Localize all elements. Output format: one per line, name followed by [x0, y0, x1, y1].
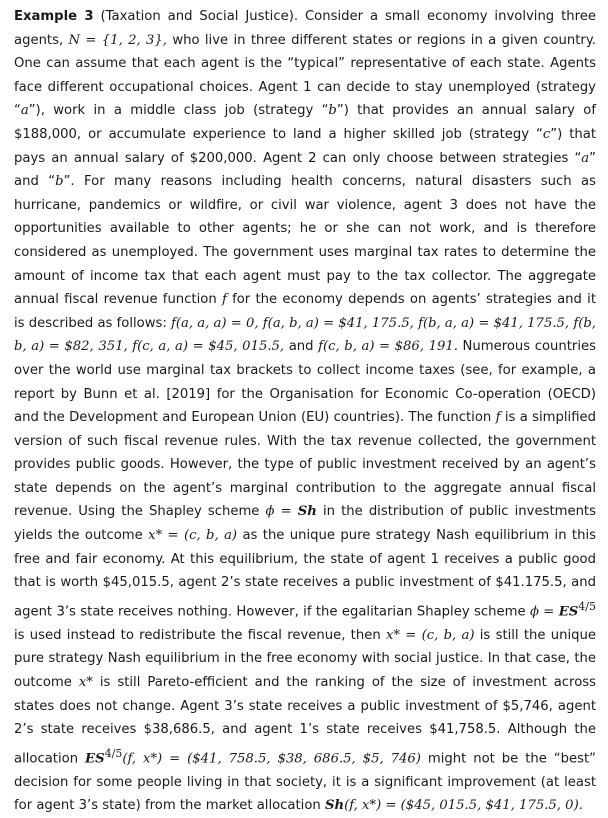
text-run: is a simplified version of such fiscal revenue rules. With the tax revenue collected, the government provides public goods. However, the type of public investment received by an agent’s state depends on the agent’s marginal contribution to the aggregate annual fiscal revenue. Using the Shapley scheme	[14, 410, 597, 520]
math-phi: ϕ =	[265, 504, 292, 520]
math-outcome: x* = (c, b, a)	[148, 528, 238, 544]
text-run: ”) that provides an annual salary of $188,000, or accumulate experience to land a higher skilled job (strategy “	[14, 103, 596, 142]
text-run: for the economy depends on agents’ strategies and it is described as follows:	[14, 292, 596, 331]
math-strategy-b: b	[55, 174, 64, 190]
math-shapley: Sh	[297, 504, 317, 520]
text-run: Consider a small economy involving three agents,	[14, 9, 596, 48]
math-equation: f(b, b, a) = $82, 351,	[14, 315, 596, 355]
text-run: as the unique pure strategy Nash equilibrium in this free and fair economy. At this equilibrium, the state of agent 1 receives a public good that is worth $45,015.5, agent 2’s state receives a public investment of $41.175.5, and agent 3’s state receives nothing. However, if the egalitarian Shapley scheme	[14, 528, 596, 620]
math-equation: f(b, a, a) = $41, 175.5,	[418, 315, 570, 331]
math-equation: f(c, a, a) = $45, 015.5,	[132, 339, 285, 355]
math-equation: f(a, a, a) = 0,	[171, 315, 259, 331]
math-egalitarian-shapley: ES	[558, 604, 579, 620]
math-strategy-c: c	[542, 126, 551, 142]
text-run: ”) that pays an annual salary of $200,000. Agent 2 can only choose between strategies “	[14, 126, 596, 166]
math-equation: f(c, b, a) = $86, 191.	[318, 339, 458, 355]
math-superscript: 4/5	[578, 599, 596, 613]
math-outcome-short: x*	[78, 675, 93, 691]
math-strategy-a: a	[581, 150, 590, 166]
math-agent-set: N = {1, 2, 3},	[68, 32, 167, 48]
text-run: ” and “	[14, 150, 596, 190]
text-run: might not be the “best” decision for some people living in that society, it is a significant improvement (at least for agent 3’s state) from the market allocation	[14, 751, 596, 814]
math-phi: ϕ =	[529, 604, 555, 620]
math-egalitarian-shapley: ES	[85, 751, 105, 767]
math-f: f	[221, 292, 227, 308]
text-run: is still Pareto-efficient and the ranking of the size of investment across states does not change. Agent 3’s state receives a public investment of $5,746, agent 2’s state receives $38,686.5, and agent 1’s state receives $41,758.5. Although the allocation	[14, 675, 597, 767]
math-equation: f(a, b, a) = $41, 175.5,	[262, 315, 414, 331]
example-paragraph	[14, 5, 596, 818]
text-run: in the distribution of public investments yields the outcome	[14, 504, 596, 544]
text-run: ”), work in a middle class job (strategy “	[28, 103, 329, 119]
math-strategy-a: a	[20, 103, 29, 119]
math-strategy-b: b	[328, 103, 337, 119]
math-allocation: (f, x*) = ($45, 015.5, $41, 175.5, 0).	[344, 798, 583, 814]
math-shapley: Sh	[324, 798, 345, 814]
example-subtitle: (Taxation and Social Justice).	[100, 9, 299, 24]
text-run: ”. For many reasons including health concerns, natural disasters such as hurricane, pandemics or wildfire, or civil war violence, agent 3 does not have the opportunities available to other agents; he or she can not work, and is therefore considered as unemployed. The government uses marginal tax rates to determine the amount of income tax that each agent must pay to the tax collector. The aggregate annual fiscal revenue function	[14, 174, 596, 308]
math-allocation: (f, x*) = ($41, 758.5, $38, 686.5, $5, 746)	[122, 751, 421, 767]
example-title: Example 3	[14, 9, 94, 24]
text-run: who live in three different states or regions in a given country. One can assume that each agent is the “typical” representative of each state. Agents face different occupational choices. Agent 1 can decide to stay unemployed (strategy “	[14, 32, 596, 119]
text-run: Numerous countries over the world use marginal tax brackets to collect income taxes (see, for example, a report by Bunn et al. [2019] for the Organisation for Economic Co-operation (OECD) and the Development and European Union (EU) countries). The function	[14, 339, 596, 426]
text-run: is still the unique pure strategy Nash equilibrium in the free economy with social justice. In that case, the outcome	[14, 627, 596, 691]
text-run: and	[288, 339, 314, 355]
math-superscript: 4/5	[104, 746, 123, 760]
math-outcome: x* = (c, b, a)	[385, 627, 475, 643]
text-run: is used instead to redistribute the fiscal revenue, then	[14, 627, 381, 643]
math-f: f	[495, 410, 501, 426]
